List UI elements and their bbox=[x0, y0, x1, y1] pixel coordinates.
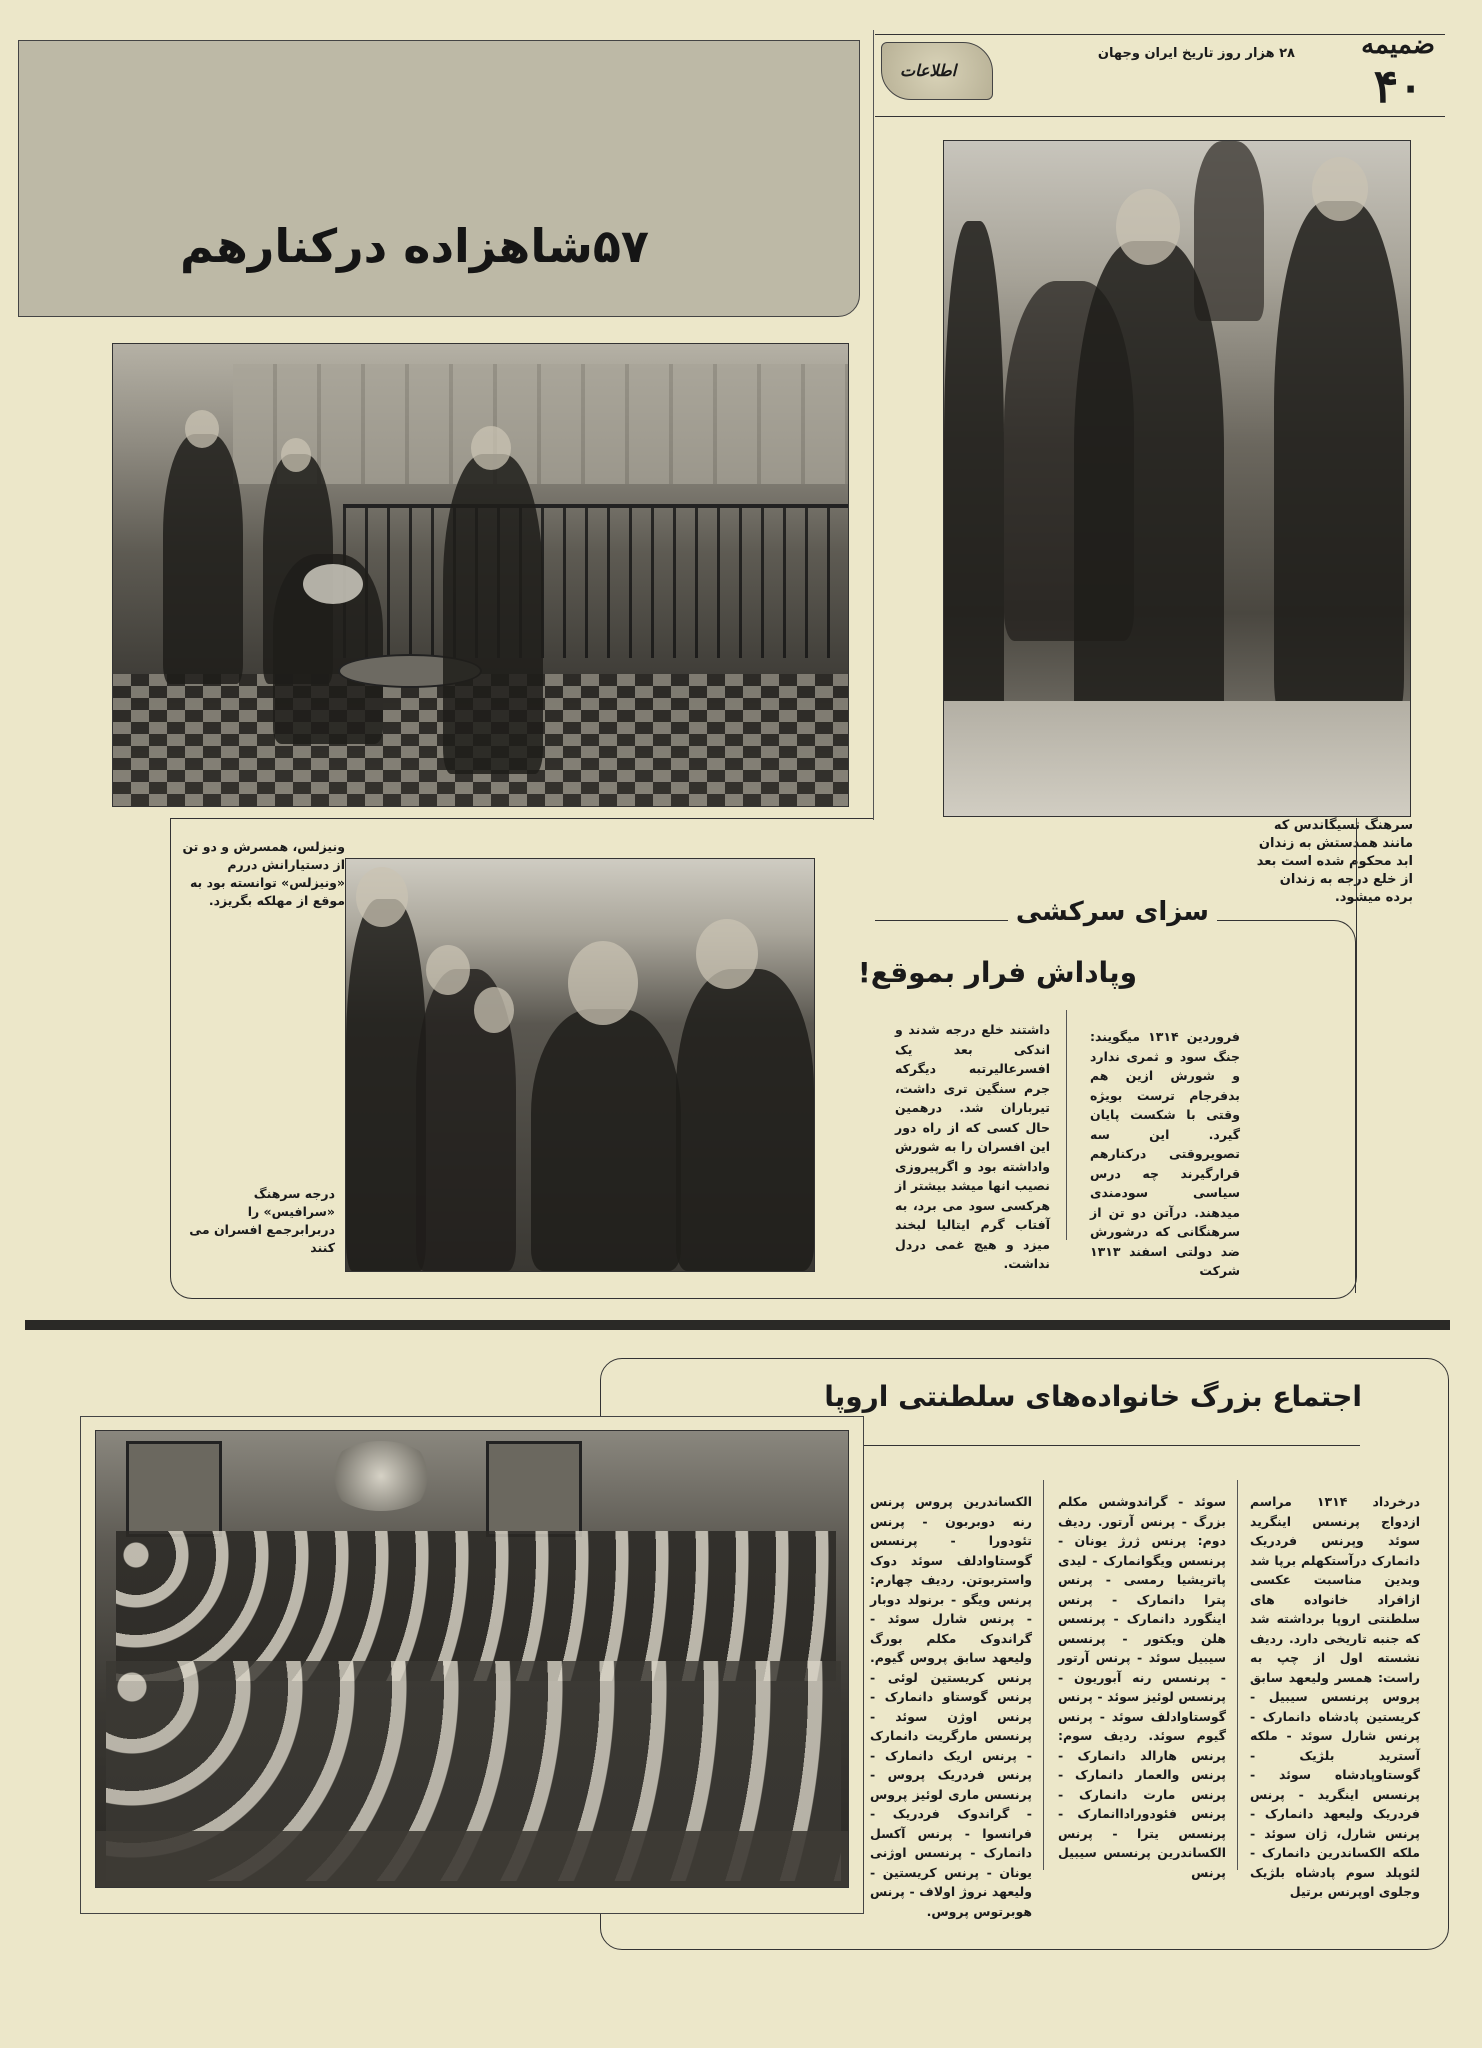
officer-right-head bbox=[696, 919, 758, 989]
story2-headline-line2: وپاداش فرار بموقع! bbox=[857, 956, 1137, 989]
headline-box bbox=[18, 40, 860, 317]
story3-headline: اجتماع بزرگ خانواده‌های سلطنتی اروپا bbox=[824, 1380, 1362, 1413]
header-rule-top bbox=[875, 34, 1445, 35]
story3-divider-1 bbox=[1237, 1480, 1238, 1870]
story1-headline: ۵۷شاهزاده درکنارهم bbox=[179, 219, 649, 273]
story2-column-right: فروردین ۱۳۱۴ میگویند: جنگ سود و ثمری ندارد و شورش ازین هم بدفرجام ترست بویژه وقتی با شکست پایان گیرد. این سه تصویروقتی درکنارهم قرارگیرند چه درس سیاسی سودمندی میدهند. درآتن دو تن از سرهنگانی که درشورش ضد دولتی اسفند ۱۳۱۳ شرکت bbox=[1090, 1029, 1240, 1278]
caption-serafis: درجه سرهنگ «سرافیس» را دربرابرجمع افسران می کنند bbox=[189, 1186, 335, 1255]
officers-row-head2 bbox=[474, 987, 514, 1033]
story3-column-3: الکساندرین پروس پرنس رنه دوبربون - پرنس تئودورا - پرنسس گوستاوادلف سوئد دوک واستربوتن. ردیف چهارم: پرنس ویگو - برنولد دوبار - پرنس شارل سوئد - گراندوک مکلم بورگ ولیعهد سابق پروس گیوم. پرنس کریستین لوئی - پرنس گوستاو دانمارک - پرنس اوژن سوئد - پرنسس مارگریت دانمارک - پرنس اریک دانمارک - پرنس فردریک پروس - پرنسس ماری لوئیز پروس - گراندوک فردریک - فرانسوا - پرنس آکسل دانمارک - پرنسس اوژنی یونان - پرنس کریستین - ولیعهد نروژ اولاف - پرنس هوبرتوس پروس. bbox=[870, 1494, 1032, 1919]
photo-balcony-venizelos bbox=[112, 343, 849, 807]
figure-venizelos bbox=[443, 454, 543, 774]
back-rows bbox=[116, 1531, 836, 1681]
photo-degradation-ceremony bbox=[345, 858, 815, 1272]
figure-head-left bbox=[185, 410, 219, 448]
guard-right bbox=[1274, 201, 1404, 721]
road bbox=[944, 701, 1410, 816]
soldier-left bbox=[944, 221, 1004, 781]
story3-column-2: سوئد - گراندوشس مکلم بزرگ - پرنس آرتور. ردیف دوم: پرنس ژرژ یونان - پرنسس ویگوانمارک - لیدی پاتریشیا رمسی - پرنس پترا دانمارک - پرنس اینگورد دانمارک - پرنسس هلن ویکتور - پرنسس سیبیل سوئد - پرنس آرتور - پرنسس رنه آبوریون - پرنسس لوئیز سوئد - پرنس گوستاوادلف سوئد - پرنس گیوم سوئد. ردیف سوم: پرنس هارالد دانمارک - پرنس والعمار دانمارک - پرنس مارت دانمارک - پرنس فئودوراداانمارک - پرنسس یترا - پرنس الکساندرین پرنسس سیبیل پرنس bbox=[1058, 1494, 1226, 1880]
officer-left-head bbox=[356, 867, 408, 927]
page-header bbox=[875, 30, 1445, 116]
story2-col-divider bbox=[1066, 1010, 1067, 1240]
page-number: ۴۰ bbox=[1373, 59, 1423, 113]
tree bbox=[1194, 141, 1264, 321]
supplement-label: ضمیمه bbox=[1361, 30, 1435, 60]
officer-right bbox=[676, 969, 814, 1271]
story2-column-left: داشتند خلع درجه شدند و اندکی بعد یک افسرعالیرتبه دیگرکه جرم سنگین تری داشت، تیرباران شد. درهمین حال کسی که از راه دور این افسران را به شورش واداشته بود و اگرپیروزی نصیب انها میشد بیشتر از هرکسی سود می برد، به آفتاب گرم ایتالیا لبخند میزد و هیچ غمی دردل نداشت. bbox=[895, 1022, 1050, 1271]
photo-colonel-tsigantes bbox=[943, 140, 1411, 817]
painting-right bbox=[486, 1441, 582, 1537]
colonel-serafis-head bbox=[568, 941, 638, 1025]
column-divider bbox=[873, 30, 874, 820]
figure-standing-left bbox=[163, 434, 243, 684]
buildings bbox=[233, 364, 848, 484]
figure-hat bbox=[303, 564, 363, 604]
officers-row-head1 bbox=[426, 945, 470, 995]
photo-royal-families-group bbox=[95, 1430, 849, 1888]
story3-column-1: درخرداد ۱۳۱۴ مراسم ازدواج پرنسس اینگرید سوئد وپرنس فردریک دانمارک درآستکهلم برپا شد وبدین مناسبت عکسی ازافراد خانواده های سلطنتی اروپا برداشته شد که جنبه تاریخی دارد. ردیف نشسته اول از چپ به راست: همسر ولیعهد سابق پروس پرنسس سیبیل - کریستین پادشاه دانمارک - پرنس شارل سوئد - ملکه آستريد بلژیک - گوستاوپادشاه سوئد - پرنسس اینگرید - پرنس فردریک ولیعهد دانمارک - پرنس شارل، ژان سوئد - ملکه الکساندرین دانمارک - لئوپلد سوم پادشاه بلژیک وجلوی اوپرنس برتیل bbox=[1250, 1494, 1420, 1899]
series-title: ۲۸ هزار روز تاریخ ایران وجهان bbox=[1097, 46, 1295, 61]
colonel-serafis bbox=[531, 1009, 681, 1271]
story3-divider-2 bbox=[1043, 1480, 1044, 1870]
figure-head-venizelos bbox=[471, 426, 511, 470]
logo-text: اطلاعات bbox=[900, 61, 957, 80]
caption-tsigantes: سرهنگ تسیگاندس که مانند همدستش به زندان ابد محکوم شده است بعد از خلع درجه به زندان برده میشود. bbox=[1256, 818, 1413, 905]
caption-venizelos: ونیزلس، همسرش و دو تن از دستیارانش دررم «ونیزلس» توانسته بود به موقع از مهلکه بگریزد. bbox=[182, 839, 345, 908]
section-separator-rule bbox=[25, 1320, 1450, 1330]
painting-left bbox=[126, 1441, 222, 1537]
header-rule-bottom bbox=[875, 116, 1445, 117]
carpet bbox=[96, 1831, 848, 1887]
middle-top-rule bbox=[170, 818, 873, 819]
guard-head bbox=[1312, 157, 1368, 221]
colonel-figure bbox=[1074, 241, 1224, 761]
story2-headline-line1: سزای سرکشی bbox=[1008, 897, 1217, 927]
officer-left bbox=[346, 899, 426, 1271]
balcony-railing bbox=[343, 504, 848, 658]
newspaper-logo bbox=[881, 42, 993, 100]
chandelier bbox=[326, 1441, 436, 1511]
figure-head-mid bbox=[281, 438, 311, 472]
colonel-head bbox=[1116, 189, 1180, 265]
